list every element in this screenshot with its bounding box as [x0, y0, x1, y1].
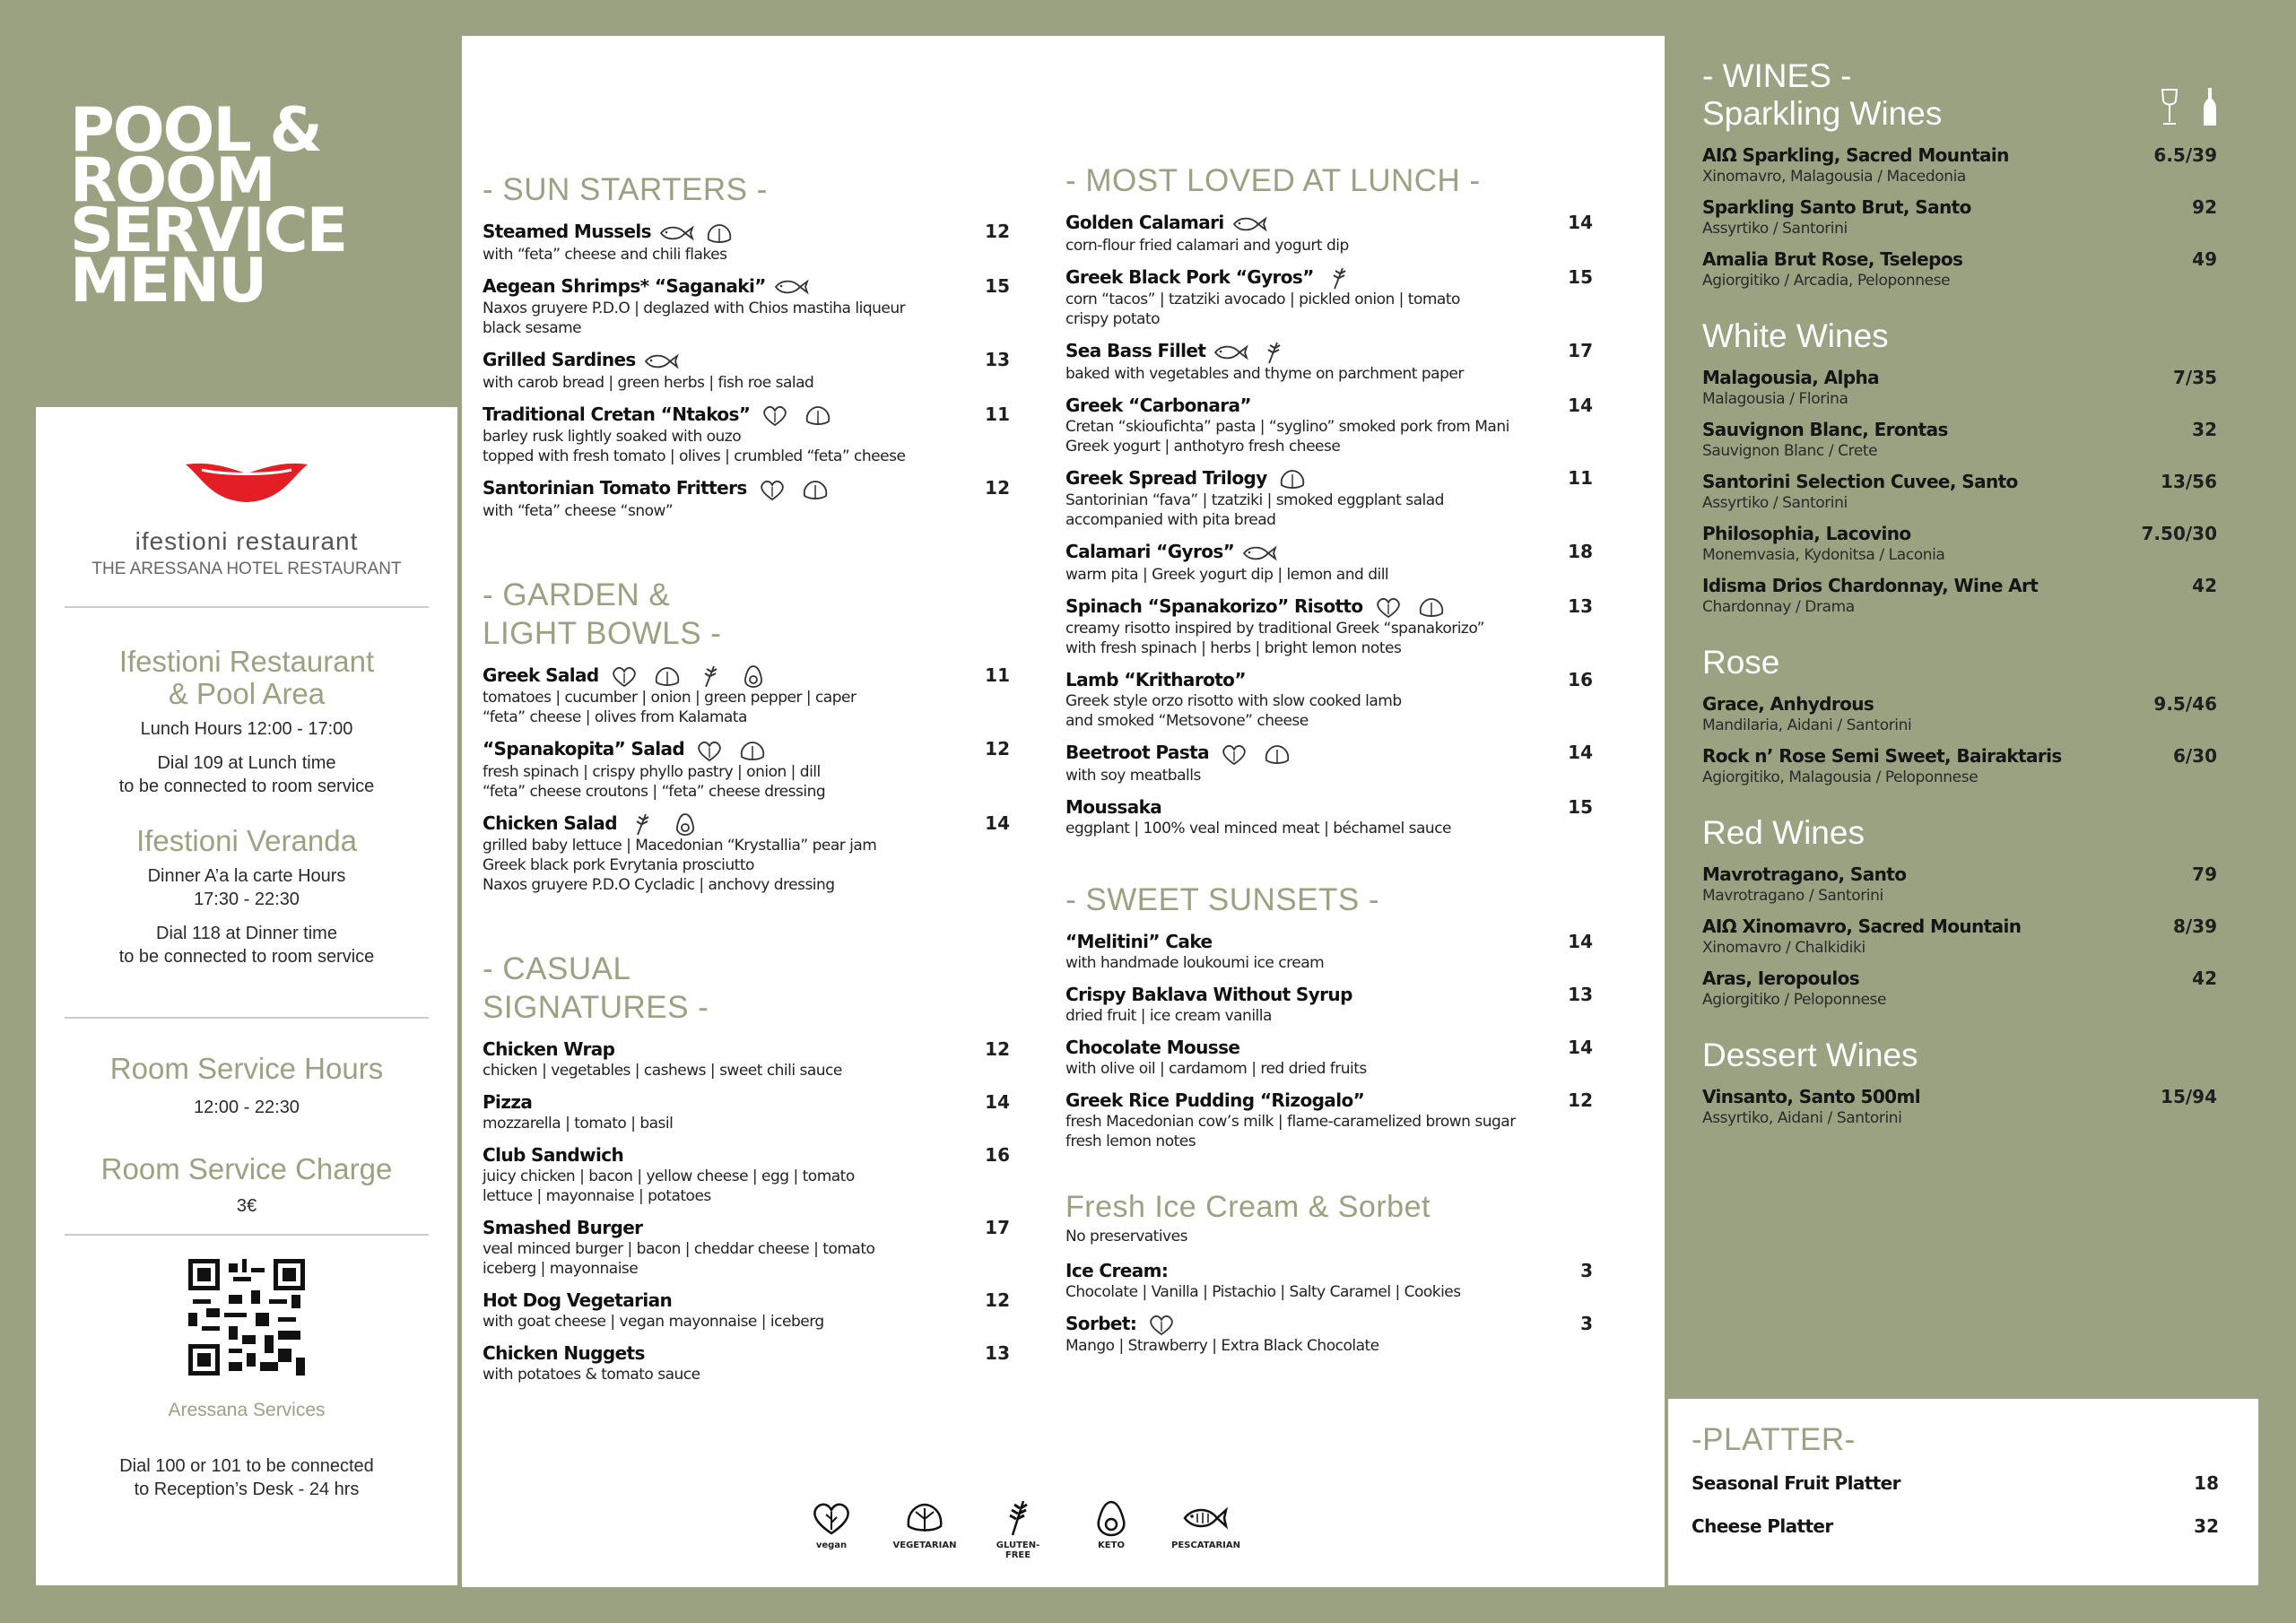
- legend-gluten-free: GLUTEN-FREE: [985, 1499, 1051, 1560]
- menu-item: [1065, 1259, 1593, 1302]
- item-description: chicken | vegetables | cashews | sweet chili sauce: [483, 1062, 842, 1080]
- item-name-text: Calamari “Gyros”: [1065, 541, 1235, 562]
- heart-icon: [606, 664, 642, 688]
- fish-icon: [643, 350, 679, 373]
- platter-name: Seasonal Fruit Platter: [1692, 1472, 1900, 1494]
- wine-description: Malagousia / Florina: [1702, 390, 1848, 408]
- wine-description: Agiorgitiko / Arcadia, Peloponnese: [1702, 272, 1951, 290]
- wine-item: [1702, 195, 2217, 239]
- heart-icon: [1144, 1313, 1179, 1336]
- wine-price: 49: [2192, 248, 2217, 270]
- rose-list: [1702, 692, 2217, 787]
- item-description: warm pita | Greek yogurt dip | lemon and dill: [1065, 565, 1389, 584]
- menu-item: [1065, 466, 1593, 531]
- item-name: [483, 664, 1010, 689]
- item-name-text: Chocolate Mousse: [1065, 1036, 1240, 1058]
- wine-price: 79: [2192, 864, 2217, 885]
- wine-list: - WINES - Sparkling Wines AIΩ Sparkling, Sacred Mountain Xinomavro, Malagousia / Macedonia 6.5/39 Sparkling Santo Brut, Santo Assyrtiko / Santorini 92 Amalia Brut Rose, Tselepos Agiorgitiko / Arcadia, Peloponnese 49 White Wines Malagousia, Alpha Malagousia / Florina 7/35 Sauvignon Blanc, Erontas Sauvignon Blanc / Crete 32 Santorini Selection Cuvee, Santo Assyrtiko / Santorini 13/56 Philosophia, Lacovino Monemvasia, Kydonitsa / Laconia 7.50/30 Idisma Drios Chardonnay, Wine Art Chardonnay / Drama 42 Rose Grace, Anhydrous Mandilaria, Aidani / Santorini 9.5/46 Rock n’ Rose Semi Sweet, Bairaktaris Agiorgitiko, Malagousia / Peloponnese 6/30 Red Wines Mavrotragano, Santo Mavrotragano / Santorini 79 AIΩ Xinomavro, Sacred Mountain Xinomavro / Chalkidiki 8/39 Aras, Ieropoulos Agiorgitiko / Peloponnese 42 Dessert Wines Vinsanto, Santo 500ml Assyrtiko, Aidani / Santorini 15/94: [1702, 57, 2217, 1127]
- item-name: [1065, 1312, 1593, 1337]
- item-name-text: Sea Bass Fillet: [1065, 340, 1206, 361]
- wine-description: Mavrotragano / Santorini: [1702, 887, 1883, 905]
- wheat-icon: [995, 1499, 1041, 1537]
- platter-item: [1692, 1515, 2219, 1538]
- item-name-text: “Melitini” Cake: [1065, 930, 1213, 952]
- item-name: [1065, 1089, 1593, 1112]
- item-name: [1065, 265, 1593, 291]
- item-description: with soy meatballs: [1065, 766, 1201, 785]
- item-name-text: Greek Rice Pudding “Rizogalo”: [1065, 1089, 1365, 1111]
- leaf-icon: [701, 221, 737, 245]
- item-name-text: Steamed Mussels: [483, 221, 651, 242]
- services-label: Aressana Services: [168, 1400, 326, 1420]
- heart-icon: [691, 739, 727, 762]
- wine-item: [1702, 143, 2217, 187]
- item-name: [483, 1090, 1010, 1114]
- wine-description: Sauvignon Blanc / Crete: [1702, 442, 1878, 460]
- leaf-icon: [1259, 742, 1295, 766]
- item-price: 12: [985, 477, 1010, 499]
- section-title: -PLATTER-: [1692, 1422, 1856, 1457]
- item-name-text: Pizza: [483, 1091, 533, 1113]
- wine-bottle-icon: [2203, 86, 2217, 127]
- item-description: mozzarella | tomato | basil: [483, 1115, 674, 1133]
- item-name: [1065, 930, 1593, 953]
- item-name: [483, 403, 1010, 428]
- wine-item: [1702, 247, 2217, 291]
- fish-icon: [1181, 1499, 1228, 1537]
- item-name-text: Chicken Salad: [483, 812, 617, 834]
- legend-pescatarian: PESCATARIAN: [1171, 1499, 1238, 1560]
- item-name: [483, 274, 1010, 299]
- wine-price: 13/56: [2161, 471, 2217, 492]
- item-description: Naxos gruyere P.D.O | deglazed with Chios mastiha liqueur black sesame: [483, 299, 906, 337]
- menu-item: [1065, 394, 1593, 456]
- item-price: 11: [985, 664, 1010, 686]
- veranda-block: Ifestioni Veranda Dinner A’a la carte Hours 17:30 - 22:30 Dial 118 at Dinner time to be connected to room service: [118, 824, 375, 967]
- menu-item: [1065, 1036, 1593, 1079]
- item-name: [483, 1143, 1010, 1167]
- item-name: [1065, 795, 1593, 819]
- item-price: 12: [1568, 1089, 1593, 1111]
- section-title: Fresh Ice Cream & Sorbet: [1065, 1189, 1431, 1224]
- item-name: [1065, 1036, 1593, 1059]
- wine-item: [1702, 1085, 2217, 1128]
- wine-name: Malagousia, Alpha: [1702, 367, 1880, 388]
- item-price: 12: [985, 1289, 1010, 1311]
- wine-name: Aras, Ieropoulos: [1702, 968, 1860, 989]
- leaf-icon: [800, 404, 836, 427]
- leaf-icon: [649, 664, 685, 688]
- menu-item: [1065, 983, 1593, 1026]
- fish-icon: [1231, 213, 1267, 236]
- item-description: with carob bread | green herbs | fish roe salad: [483, 373, 814, 392]
- item-name: [1065, 983, 1593, 1006]
- item-price: 3: [1580, 1312, 1593, 1334]
- wine-name: AIΩ Xinomavro, Sacred Mountain: [1702, 916, 2022, 937]
- item-price: 13: [1568, 983, 1593, 1005]
- menu-item: [483, 476, 1010, 521]
- section-title: - SWEET SUNSETS -: [1065, 881, 1380, 917]
- platter-box: [1668, 1399, 2258, 1585]
- item-name: [1065, 1259, 1593, 1282]
- item-name: [483, 476, 1010, 501]
- wine-item: [1702, 470, 2217, 513]
- lunch-list: [1065, 211, 1593, 838]
- item-price: 12: [985, 738, 1010, 759]
- menu-item: [483, 403, 1010, 467]
- item-description: veal minced burger | bacon | cheddar cheese | tomato iceberg | mayonnaise: [483, 1240, 875, 1278]
- item-name: [1065, 595, 1593, 620]
- wine-description: Xinomavro / Chalkidiki: [1702, 939, 1866, 957]
- menu-item: [1065, 930, 1593, 973]
- wine-description: Monemvasia, Kydonitsa / Laconia: [1702, 546, 1945, 564]
- pool-area-block: Ifestioni Restaurant & Pool Area Lunch Hours 12:00 - 17:00 Dial 109 at Lunch time to be connected to room service: [118, 645, 375, 796]
- item-price: 16: [1568, 669, 1593, 690]
- item-name-text: Moussaka: [1065, 795, 1162, 818]
- legend-vegetarian: VEGETARIAN: [891, 1499, 958, 1560]
- platter-list: [1692, 1471, 2219, 1538]
- avocado-icon: [735, 664, 771, 688]
- item-price: 14: [1568, 742, 1593, 763]
- menu-column-left: [483, 170, 1010, 1394]
- item-description: grilled baby lettuce | Macedonian “Krystallia” pear jam Greek black pork Evrytania prosciutto Naxos gruyere P.D.O Cycladic | anchovy dressing: [483, 837, 877, 894]
- leaf-icon: [901, 1499, 948, 1537]
- item-name-text: “Spanakopita” Salad: [483, 738, 685, 759]
- item-description: Greek style orzo risotto with slow cooked lamb and smoked “Metsovone” cheese: [1065, 692, 1402, 730]
- item-price: 3: [1580, 1259, 1593, 1281]
- item-description: Chocolate | Vanilla | Pistachio | Salty Caramel | Cookies: [1065, 1282, 1461, 1301]
- item-price: 11: [985, 403, 1010, 425]
- menu-item: [1065, 339, 1593, 384]
- heart-icon: [754, 478, 790, 501]
- item-name-text: Club Sandwich: [483, 1144, 624, 1166]
- item-name: [1065, 540, 1593, 565]
- menu-item: [483, 812, 1010, 896]
- item-price: 14: [1568, 930, 1593, 952]
- item-name: [483, 812, 1010, 837]
- item-name-text: Ice Cream:: [1065, 1259, 1169, 1281]
- item-name: [483, 1037, 1010, 1061]
- item-price: 15: [985, 274, 1010, 297]
- wheat-icon: [1256, 341, 1292, 364]
- item-price: 13: [1568, 595, 1593, 617]
- item-price: 12: [985, 1038, 1010, 1060]
- item-price: 14: [1568, 1036, 1593, 1058]
- section-title: - MOST LOVED AT LUNCH -: [1065, 163, 1481, 198]
- item-name-text: Santorinian Tomato Fritters: [483, 477, 747, 499]
- item-description: juicy chicken | bacon | yellow cheese | egg | tomato lettuce | mayonnaise | potatoes: [483, 1167, 855, 1205]
- sweet-list: [1065, 930, 1593, 1151]
- menu-item: [1065, 211, 1593, 256]
- item-description: Mango | Strawberry | Extra Black Chocolate: [1065, 1337, 1379, 1355]
- brand-subtitle: THE ARESSANA HOTEL RESTAURANT: [91, 560, 402, 578]
- menu-item: [483, 664, 1010, 728]
- starters-list: [483, 220, 1010, 521]
- platter-price: 18: [2194, 1472, 2219, 1494]
- menu-item: [1065, 795, 1593, 838]
- wine-name: Philosophia, Lacovino: [1702, 523, 1911, 544]
- lips-logo-icon: [184, 457, 309, 504]
- item-description: with potatoes & tomato sauce: [483, 1366, 700, 1384]
- item-name-text: Grilled Sardines: [483, 349, 636, 370]
- item-name-text: Lamb “Kritharoto”: [1065, 669, 1246, 690]
- leaf-icon: [1413, 595, 1449, 619]
- heart-icon: [1216, 742, 1252, 766]
- item-name: [1065, 741, 1593, 766]
- wine-price: 92: [2192, 196, 2217, 218]
- item-price: 17: [1568, 340, 1593, 361]
- item-name: [483, 1289, 1010, 1312]
- menu-item: [483, 1289, 1010, 1332]
- garden-list: [483, 664, 1010, 896]
- item-name-text: Beetroot Pasta: [1065, 742, 1209, 763]
- wine-name: Mavrotragano, Santo: [1702, 864, 1907, 885]
- item-description: with “feta” cheese and chili flakes: [483, 245, 727, 264]
- menu-item: [1065, 1312, 1593, 1357]
- sparkling-list: [1702, 143, 2217, 291]
- item-name: [1065, 668, 1593, 691]
- menu-item: [483, 1341, 1010, 1384]
- wine-glass-icon: [2160, 88, 2179, 126]
- section-title: LIGHT BOWLS -: [483, 615, 722, 651]
- fish-icon: [1241, 542, 1277, 565]
- item-name: [483, 220, 1010, 245]
- item-description: with “feta” cheese “snow”: [483, 501, 674, 520]
- wine-name: Rock n’ Rose Semi Sweet, Bairaktaris: [1702, 745, 2062, 767]
- red-list: [1702, 863, 2217, 1010]
- wine-price: 7/35: [2172, 367, 2217, 388]
- wine-price: 42: [2192, 968, 2217, 989]
- wine-price: 6.5/39: [2153, 144, 2217, 166]
- item-description: tomatoes | cucumber | onion | green pepper | caper “feta” cheese | olives from Kalamata: [483, 689, 857, 726]
- wine-description: Xinomavro, Malagousia / Macedonia: [1702, 168, 1966, 186]
- item-price: 14: [985, 812, 1010, 834]
- wine-item: [1702, 692, 2217, 735]
- item-name-text: Crispy Baklava Without Syrup: [1065, 983, 1352, 1005]
- menu-item: [1065, 265, 1593, 330]
- menu-item: [483, 274, 1010, 339]
- white-list: [1702, 366, 2217, 617]
- item-price: 14: [1568, 212, 1593, 233]
- wine-item: [1702, 915, 2217, 958]
- fish-icon: [1213, 341, 1248, 364]
- menu-title: POOL & ROOM SERVICE MENU: [70, 95, 347, 317]
- heart-icon: [1370, 595, 1406, 619]
- divider: [65, 1017, 429, 1019]
- brand-name: ifestioni restaurant: [135, 527, 359, 555]
- legend-vegan: vegan: [798, 1499, 865, 1560]
- item-name: [1065, 211, 1593, 236]
- wine-item: [1702, 574, 2217, 617]
- wine-item: [1702, 967, 2217, 1010]
- wheat-icon: [1321, 266, 1357, 290]
- item-price: 14: [1568, 394, 1593, 416]
- section-title: - CASUAL: [483, 951, 631, 986]
- item-name-text: Golden Calamari: [1065, 212, 1224, 233]
- item-price: 17: [985, 1217, 1010, 1238]
- item-name: [483, 737, 1010, 762]
- wine-name: Sauvignon Blanc, Erontas: [1702, 419, 1948, 440]
- wine-price: 6/30: [2172, 745, 2217, 767]
- wine-description: Assyrtiko / Santorini: [1702, 220, 1848, 238]
- wine-price: 42: [2192, 575, 2217, 596]
- wine-name: Idisma Drios Chardonnay, Wine Art: [1702, 575, 2039, 596]
- item-description: eggplant | 100% veal minced meat | béchamel sauce: [1065, 819, 1452, 838]
- item-description: with handmade loukoumi ice cream: [1065, 953, 1325, 972]
- legend-keto: KETO: [1078, 1499, 1144, 1560]
- item-name: [1065, 466, 1593, 491]
- wine-price: 7.50/30: [2141, 523, 2217, 544]
- item-name-text: Sorbet:: [1065, 1312, 1137, 1334]
- fish-icon: [658, 221, 694, 245]
- item-description: fresh Macedonian cow’s milk | flame-caramelized brown sugar fresh lemon notes: [1065, 1112, 1516, 1150]
- menu-item: [1065, 668, 1593, 731]
- wine-price: 9.5/46: [2153, 693, 2217, 715]
- wine-name: Sparkling Santo Brut, Santo: [1702, 196, 1971, 218]
- heart-icon: [757, 404, 793, 427]
- wine-item: [1702, 522, 2217, 565]
- menu-item: [483, 1143, 1010, 1206]
- item-name: [1065, 339, 1593, 364]
- wine-item: [1702, 744, 2217, 787]
- item-name-text: Traditional Cretan “Ntakos”: [483, 403, 751, 425]
- leaf-icon: [1274, 467, 1310, 490]
- section-title: - GARDEN &: [483, 577, 671, 612]
- item-name: [483, 1341, 1010, 1365]
- item-name-text: Chicken Wrap: [483, 1038, 615, 1060]
- item-price: 13: [985, 1342, 1010, 1364]
- menu-item: [483, 220, 1010, 265]
- menu-column-right: [1065, 161, 1593, 1366]
- fish-icon: [773, 275, 809, 299]
- item-name-text: Greek Salad: [483, 664, 599, 686]
- leaf-icon: [797, 478, 833, 501]
- menu-item: [483, 1216, 1010, 1279]
- platter-item: [1692, 1471, 2219, 1495]
- wine-description: Agiorgitiko / Peloponnese: [1702, 991, 1887, 1009]
- wine-price: 32: [2192, 419, 2217, 440]
- wine-price: 8/39: [2172, 916, 2217, 937]
- item-description: fresh spinach | crispy phyllo pastry | onion | dill “feta” cheese croutons | “feta” cheese dressing: [483, 762, 826, 801]
- item-description: Cretan “skioufichta” pasta | “syglino” smoked pork from Mani Greek yogurt | anthotyro fresh cheese: [1065, 417, 1509, 456]
- item-price: 13: [985, 349, 1010, 370]
- diet-legend: [798, 1499, 1238, 1560]
- wine-description: Agiorgitiko, Malagousia / Peloponnese: [1702, 768, 1979, 786]
- menu-item: [1065, 540, 1593, 585]
- item-price: 18: [1568, 541, 1593, 562]
- wines-title: - WINES -: [1702, 57, 1852, 94]
- item-name-text: Smashed Burger: [483, 1217, 643, 1238]
- item-name-text: Aegean Shrimps* “Saganaki”: [483, 274, 766, 297]
- divider: [459, 36, 462, 1587]
- item-name: [483, 348, 1010, 373]
- item-price: 11: [1568, 466, 1593, 489]
- wheat-icon: [692, 664, 728, 688]
- wine-name: Grace, Anhydrous: [1702, 693, 1874, 715]
- item-description: baked with vegetables and thyme on parchment paper: [1065, 364, 1464, 383]
- wine-description: Assyrtiko / Santorini: [1702, 494, 1848, 512]
- item-price: 15: [1568, 265, 1593, 288]
- avocado-icon: [667, 812, 703, 836]
- item-name: [483, 1216, 1010, 1239]
- item-description: creamy risotto inspired by traditional Greek “spanakorizo” with fresh spinach | herbs | bright lemon notes: [1065, 620, 1484, 657]
- wine-name: Vinsanto, Santo 500ml: [1702, 1086, 1920, 1107]
- item-price: 16: [985, 1144, 1010, 1166]
- item-description: with olive oil | cardamom | red dried fruits: [1065, 1059, 1367, 1078]
- wine-item: [1702, 863, 2217, 906]
- wine-name: AIΩ Sparkling, Sacred Mountain: [1702, 144, 2009, 166]
- item-name-text: Spinach “Spanakorizo” Risotto: [1065, 595, 1363, 617]
- item-name-text: Hot Dog Vegetarian: [483, 1289, 673, 1311]
- item-description: corn-flour fried calamari and yogurt dip: [1065, 236, 1349, 255]
- heart-leaf-icon: [808, 1499, 855, 1537]
- avocado-icon: [1088, 1499, 1135, 1537]
- menu-item: [483, 1090, 1010, 1133]
- item-name-text: Greek “Carbonara”: [1065, 394, 1251, 416]
- divider: [65, 606, 429, 608]
- item-name-text: Greek Spread Trilogy: [1065, 466, 1267, 489]
- menu-item: [1065, 741, 1593, 785]
- item-description: corn “tacos” | tzatziki avocado | pickled onion | tomato crispy potato: [1065, 291, 1460, 328]
- wine-description: Chardonnay / Drama: [1702, 598, 1855, 616]
- item-name-text: Chicken Nuggets: [483, 1342, 645, 1364]
- item-name: [1065, 394, 1593, 417]
- wine-item: [1702, 366, 2217, 409]
- room-service-block: Room Service Hours 12:00 - 22:30 Room Service Charge 3€: [100, 1052, 393, 1216]
- menu-item: [1065, 595, 1593, 659]
- wine-name: Santorini Selection Cuvee, Santo: [1702, 471, 2018, 492]
- menu-item: [483, 737, 1010, 802]
- leaf-icon: [735, 739, 770, 762]
- item-description: dried fruit | ice cream vanilla: [1065, 1006, 1272, 1025]
- dessert-list: [1702, 1085, 2217, 1128]
- wine-item: [1702, 418, 2217, 461]
- item-price: 12: [985, 221, 1010, 242]
- section-subtitle: No preservatives: [1065, 1227, 1187, 1245]
- wine-price: 15/94: [2161, 1086, 2217, 1107]
- platter-price: 32: [2194, 1515, 2219, 1537]
- menu-item: [1065, 1089, 1593, 1151]
- divider: [65, 1234, 429, 1236]
- item-description: with goat cheese | vegan mayonnaise | iceberg: [483, 1313, 824, 1331]
- item-price: 14: [985, 1091, 1010, 1113]
- platter-name: Cheese Platter: [1692, 1515, 1833, 1537]
- wine-description: Assyrtiko, Aidani / Santorini: [1702, 1109, 1902, 1127]
- item-price: 15: [1568, 795, 1593, 818]
- wine-description: Mandilaria, Aidani / Santorini: [1702, 716, 1912, 734]
- item-name-text: Greek Black Pork “Gyros”: [1065, 265, 1314, 288]
- wheat-icon: [624, 812, 660, 836]
- section-title: - SUN STARTERS -: [483, 172, 768, 207]
- info-card: ifestioni restaurant THE ARESSANA HOTEL RESTAURANT Ifestioni Restaurant & Pool Area Lunch Hours 12:00 - 17:00 Dial 109 at Lunch time to be connected to room service Ifestioni Veranda Dinner A’a la carte Hours 17:30 - 22:30 Dial 118 at Dinner time to be connected to room service Room Service Hours 12:00 - 22:30 Room Service Charge 3€ Aressana Services Dial 100 or 101 to be connected to Reception’s Desk - 24 hrs: [36, 407, 457, 1585]
- menu-item: [483, 348, 1010, 393]
- item-description: Santorinian “fava” | tzatziki | smoked eggplant salad accompanied with pita bread: [1065, 491, 1444, 529]
- section-title: SIGNATURES -: [483, 990, 709, 1025]
- wine-name: Amalia Brut Rose, Tselepos: [1702, 248, 1963, 270]
- casual-list: [483, 1037, 1010, 1384]
- item-description: barley rusk lightly soaked with ouzo topped with fresh tomato | olives | crumbled “feta” cheese: [483, 428, 906, 465]
- menu-item: [483, 1037, 1010, 1081]
- icecream-list: [1065, 1259, 1593, 1357]
- qr-code-icon[interactable]: [188, 1259, 305, 1376]
